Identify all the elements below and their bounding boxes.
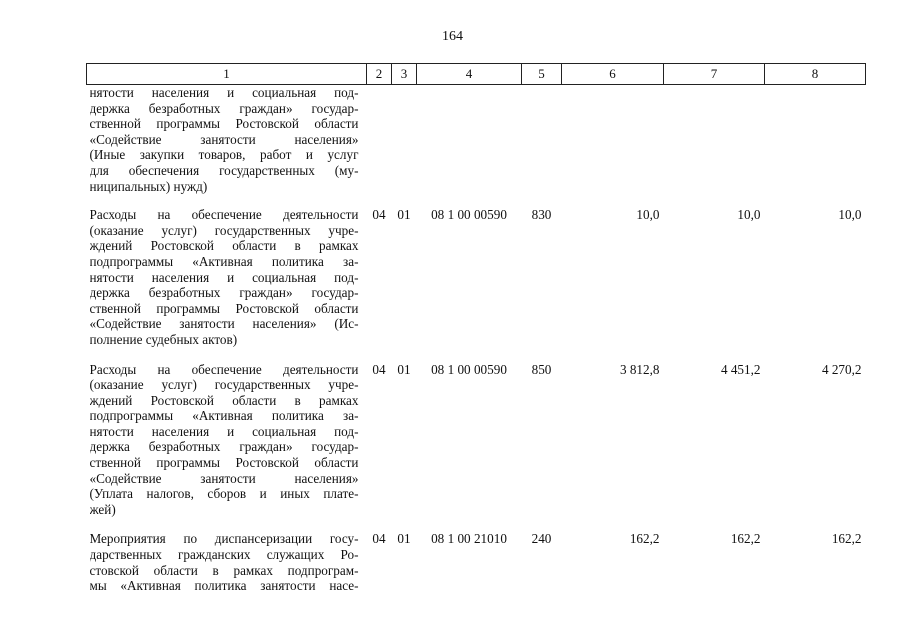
description-line: ственной программы Ростовской области <box>89 455 359 471</box>
description-line: держка безработных граждан» государ- <box>89 285 359 301</box>
description-line: нятости населения и социальная под- <box>89 269 359 285</box>
description-line: держка безработных граждан» государ- <box>89 439 359 455</box>
header-col-1: 1 <box>87 64 367 85</box>
header-col-2: 2 <box>367 64 392 85</box>
description-line: ственной программы Ростовской области <box>89 116 359 132</box>
expense-type-code: 850 <box>531 361 552 377</box>
expense-type-code: 240 <box>531 531 552 547</box>
amount-col-7 <box>664 85 765 208</box>
amount-col-8: 4 270,2 <box>821 361 862 377</box>
description-line: «Содействие занятости населения» <box>89 470 359 486</box>
table-row <box>87 207 866 361</box>
description-line: жей) <box>89 501 116 517</box>
target-article-code <box>417 85 522 208</box>
table-row <box>87 362 866 532</box>
description-line: держка безработных граждан» государ- <box>89 100 359 116</box>
subsection-code: 01 <box>397 531 411 547</box>
subsection-code <box>392 85 417 208</box>
section-code <box>367 85 392 208</box>
row-description <box>87 362 367 532</box>
description-line: (оказание услуг) государственных учре- <box>89 222 359 238</box>
description-line: Расходы на обеспечение деятельности <box>89 361 359 377</box>
header-col-8: 8 <box>765 64 866 85</box>
budget-table <box>86 63 866 594</box>
amount-col-6: 162,2 <box>629 531 660 547</box>
description-line: дарственных гражданских служащих Ро- <box>89 547 359 563</box>
amount-col-8 <box>765 85 866 208</box>
description-line: (Иные закупки товаров, работ и услуг <box>89 147 359 163</box>
description-line: для обеспечения государственных (му- <box>89 162 359 178</box>
description-line: мы «Активная политика занятости насе- <box>89 578 359 594</box>
amount-col-7: 4 451,2 <box>720 361 761 377</box>
row-description <box>87 85 367 208</box>
amount-col-6: 3 812,8 <box>619 361 660 377</box>
description-line: подпрограммы «Активная политика за- <box>89 408 359 424</box>
table-header-row <box>87 64 866 85</box>
description-line: стовской области в рамках подпрограм- <box>89 562 359 578</box>
description-line: полнение судебных актов) <box>89 331 238 347</box>
amount-col-6 <box>562 85 664 208</box>
target-article-code: 08 1 00 00590 <box>431 207 507 223</box>
table-row <box>87 531 866 593</box>
header-col-6: 6 <box>562 64 664 85</box>
header-col-4: 4 <box>417 64 522 85</box>
row-description <box>87 531 367 593</box>
subsection-code: 01 <box>397 207 411 223</box>
description-line: «Содействие занятости населения» <box>89 131 359 147</box>
header-col-5: 5 <box>522 64 562 85</box>
target-article-code: 08 1 00 21010 <box>431 531 507 547</box>
amount-col-6: 10,0 <box>636 207 660 223</box>
amount-col-7: 10,0 <box>737 207 761 223</box>
description-line: ждений Ростовской области в рамках <box>89 392 359 408</box>
table-row <box>87 85 866 208</box>
page-number: 164 <box>442 29 463 44</box>
description-line: (оказание услуг) государственных учре- <box>89 377 359 393</box>
description-line: ственной программы Ростовской области <box>89 300 359 316</box>
expense-type-code <box>522 85 562 208</box>
row-description <box>87 207 367 361</box>
section-code: 04 <box>372 531 386 547</box>
description-line: ждений Ростовской области в рамках <box>89 238 359 254</box>
description-line: (Уплата налогов, сборов и иных плате- <box>89 486 359 502</box>
description-line: Мероприятия по диспансеризации госу- <box>89 531 359 547</box>
description-line: ниципальных) нужд) <box>89 178 208 194</box>
header-col-3: 3 <box>392 64 417 85</box>
header-col-7: 7 <box>664 64 765 85</box>
description-line: нятости населения и социальная под- <box>89 423 359 439</box>
expense-type-code: 830 <box>531 207 552 223</box>
amount-col-8: 162,2 <box>831 531 862 547</box>
description-line: Расходы на обеспечение деятельности <box>89 207 359 223</box>
section-code: 04 <box>372 207 386 223</box>
description-line: подпрограммы «Активная политика за- <box>89 253 359 269</box>
target-article-code: 08 1 00 00590 <box>431 361 507 377</box>
description-line: нятости населения и социальная под- <box>89 85 359 100</box>
amount-col-7: 162,2 <box>730 531 761 547</box>
description-line: «Содействие занятости населения» (Ис- <box>89 316 359 332</box>
section-code: 04 <box>372 361 386 377</box>
subsection-code: 01 <box>397 361 411 377</box>
amount-col-8: 10,0 <box>838 207 862 223</box>
